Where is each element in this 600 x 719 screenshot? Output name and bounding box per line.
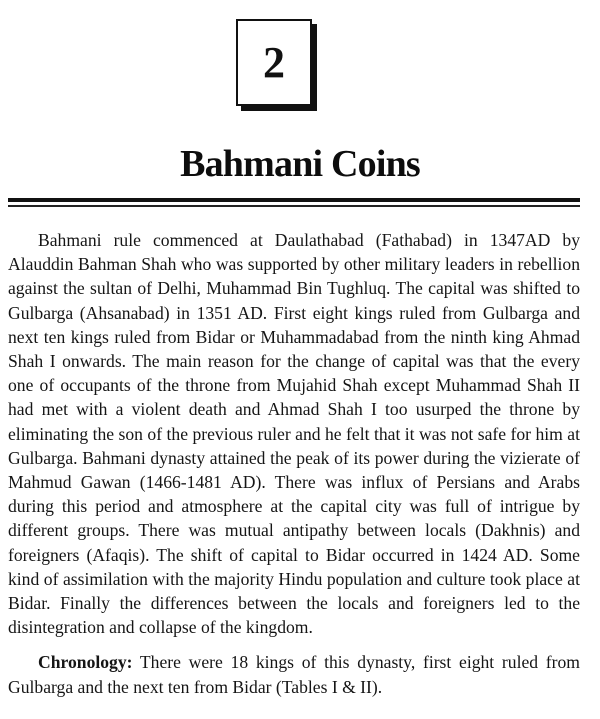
chapter-body xyxy=(8,228,580,699)
chapter-title: Bahmani Coins xyxy=(180,143,420,185)
paragraph-chronology xyxy=(8,650,580,698)
paragraph-intro-text: Bahmani rule commenced at Daulathabad (Fathabad) in 1347AD by Alauddin Bahman Shah who was supported by other military leaders in rebellion against the sultan of Delhi, Muhammad Bin Tughluq. The capital was shifted to Gulbarga (Ahsanabad) in 1351 AD. First eight kings ruled from Gulbarga and next ten kings ruled from Bidar or Muhammadabad from the ninth king Ahmad Shah I onwards. The main reason for the change of capital was that the every one of occupants of the throne from Mujahid Shah except Muhammad Shah II had met with a violent death and Ahmad Shah I too usurped the throne by eliminating the son of the previous ruler and he felt that it was not safe for him at Gulbarga. Bahmani dynasty attained the peak of its power during the vizierate of Mahmud Gawan (1466-1481 AD). There was influx of Persians and Arabs during this period and atmosphere at the capital city was full of intrigue by different groups. There was mutual antipathy between locals (Dakhnis) and foreigners (Afaqis). The shift of capital to Bidar occurred in 1424 AD. Some kind of assimilation with the majority Hindu population and culture took place at Bidar. Finally the differences between the locals and foreigners led to the disintegration and collapse of the kingdom. xyxy=(8,230,580,638)
title-rule-thick xyxy=(8,198,580,202)
title-rule-thin xyxy=(8,205,580,207)
chapter-number: 2 xyxy=(263,37,285,87)
chapter-number-box xyxy=(236,19,312,106)
paragraph-chronology-text: There were 18 kings of this dynasty, first eight ruled from Gulbarga and the next ten from Bidar (Tables I & II). xyxy=(8,652,580,697)
paragraph-intro xyxy=(8,228,580,639)
chronology-lead: Chronology: xyxy=(38,652,133,673)
